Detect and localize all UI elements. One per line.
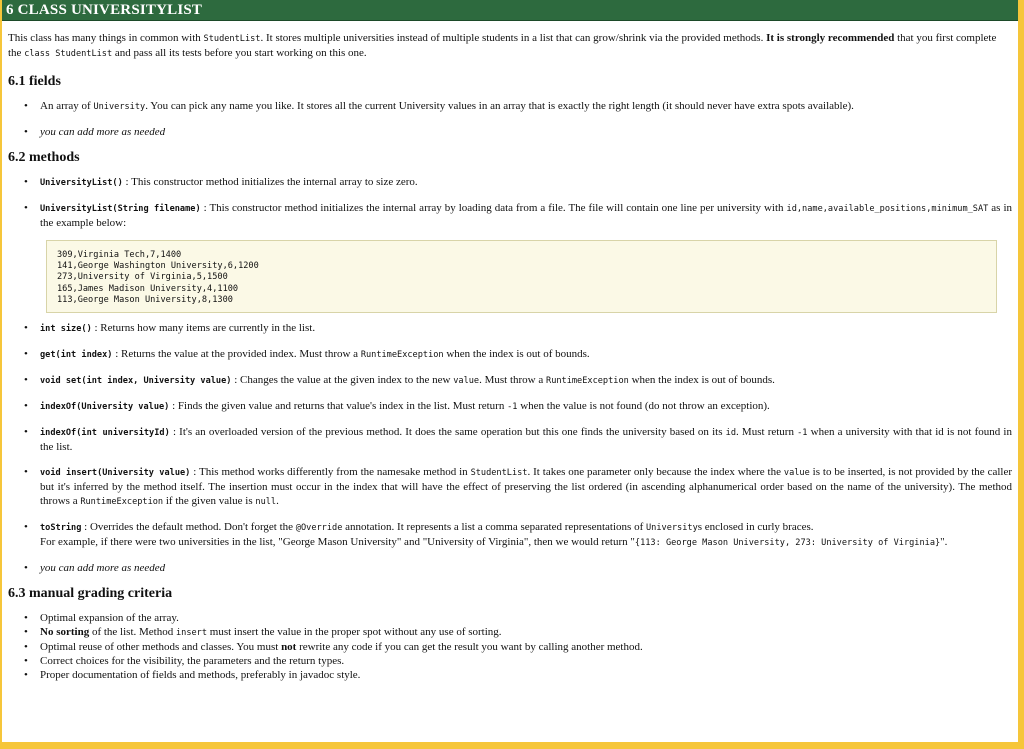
- list-item: • Proper documentation of fields and methods, preferably in javadoc style.: [24, 668, 1012, 682]
- list-item: • No sorting of the list. Method insert must insert the value in the proper spot without any use of sorting.: [24, 625, 1012, 640]
- grading-list: [8, 611, 1012, 682]
- methods-list: [8, 175, 1012, 575]
- section-title: 6 CLASS UNIVERSITYLIST: [2, 0, 1018, 21]
- list-item: • UniversityList(String filename) : This constructor method initializes the internal array by loading data from a file. The file will contain one line per university with id,name,available_positions,minimum_SAT as in the example below: 309,Virginia Tech,7,1400 141,George Washington University,6,1200 273,University of Virginia,5,1500 165,James Madison University,4,1100 113,George Mason University,8,1300: [24, 201, 1012, 313]
- list-item: • get(int index) : Returns the value at the provided index. Must throw a RuntimeException when the index is out of bounds.: [24, 347, 1012, 362]
- methods-heading: 6.2 methods: [8, 150, 80, 165]
- list-item: • UniversityList() : This constructor method initializes the internal array to size zero.: [24, 175, 1012, 190]
- list-item: • Correct choices for the visibility, the parameters and the return types.: [24, 654, 1012, 668]
- grading-heading: 6.3 manual grading criteria: [8, 586, 173, 602]
- list-item: • Optimal reuse of other methods and classes. You must not rewrite any code if you can get the result you want by calling another method.: [24, 640, 1012, 654]
- document-page: [2, 0, 1018, 742]
- list-item: • void set(int index, University value) : Changes the value at the given index to the new value. Must throw a RuntimeException when the index is out of bounds.: [24, 373, 1012, 388]
- list-item: • toString : Overrides the default method. Don't forget the @Override annotation. It represents a list a comma separated representations of Universitys enclosed in curly braces. For example, if there were two universities in the list, "George Mason University" and "University of Virginia", then we would return "{113: George Mason University, 273: University of Virginia}".: [24, 520, 1012, 550]
- list-item: • you can add more as needed: [24, 561, 1012, 575]
- list-item: • int size() : Returns how many items are currently in the list.: [24, 321, 1012, 336]
- list-item: • void insert(University value) : This method works differently from the namesake method in StudentList. It takes one parameter only because the index where the value is to be inserted, is not provided by the caller but it's inferred by the method itself. The insertion must occur in the index that will have the effect of preserving the list ordered (in ascending alphanumerical order based on the name of the university). The method throws a RuntimeException if the given value is null.: [24, 465, 1012, 509]
- fields-heading: 6.1 fields: [8, 74, 61, 89]
- list-item: • you can add more as needed: [24, 125, 1012, 139]
- list-item: • indexOf(University value) : Finds the given value and returns that value's index in the list. Must return -1 when the value is not found (do not throw an exception).: [24, 399, 1012, 414]
- document-content: [2, 31, 1018, 682]
- fields-list: [8, 99, 1012, 139]
- code-example: 309,Virginia Tech,7,1400 141,George Washington University,6,1200 273,University of Virginia,5,1500 165,James Madison University,4,1100 113,George Mason University,8,1300: [46, 240, 997, 313]
- list-item: • An array of University. You can pick any name you like. It stores all the current University values in an array that is exactly the right length (it should never have extra spots available).: [24, 99, 1012, 114]
- list-item: • indexOf(int universityId) : It's an overloaded version of the previous method. It does the same operation but this one finds the university based on its id. Must return -1 when a university with that id is not found in the list.: [24, 425, 1012, 454]
- intro-paragraph: This class has many things in common with StudentList. It stores multiple universities instead of multiple students in a list that can grow/shrink via the provided methods. It is strongly recommended that you first complete the class StudentList and pass all its tests before you start working on this one.: [8, 32, 997, 59]
- list-item: • Optimal expansion of the array.: [24, 611, 1012, 625]
